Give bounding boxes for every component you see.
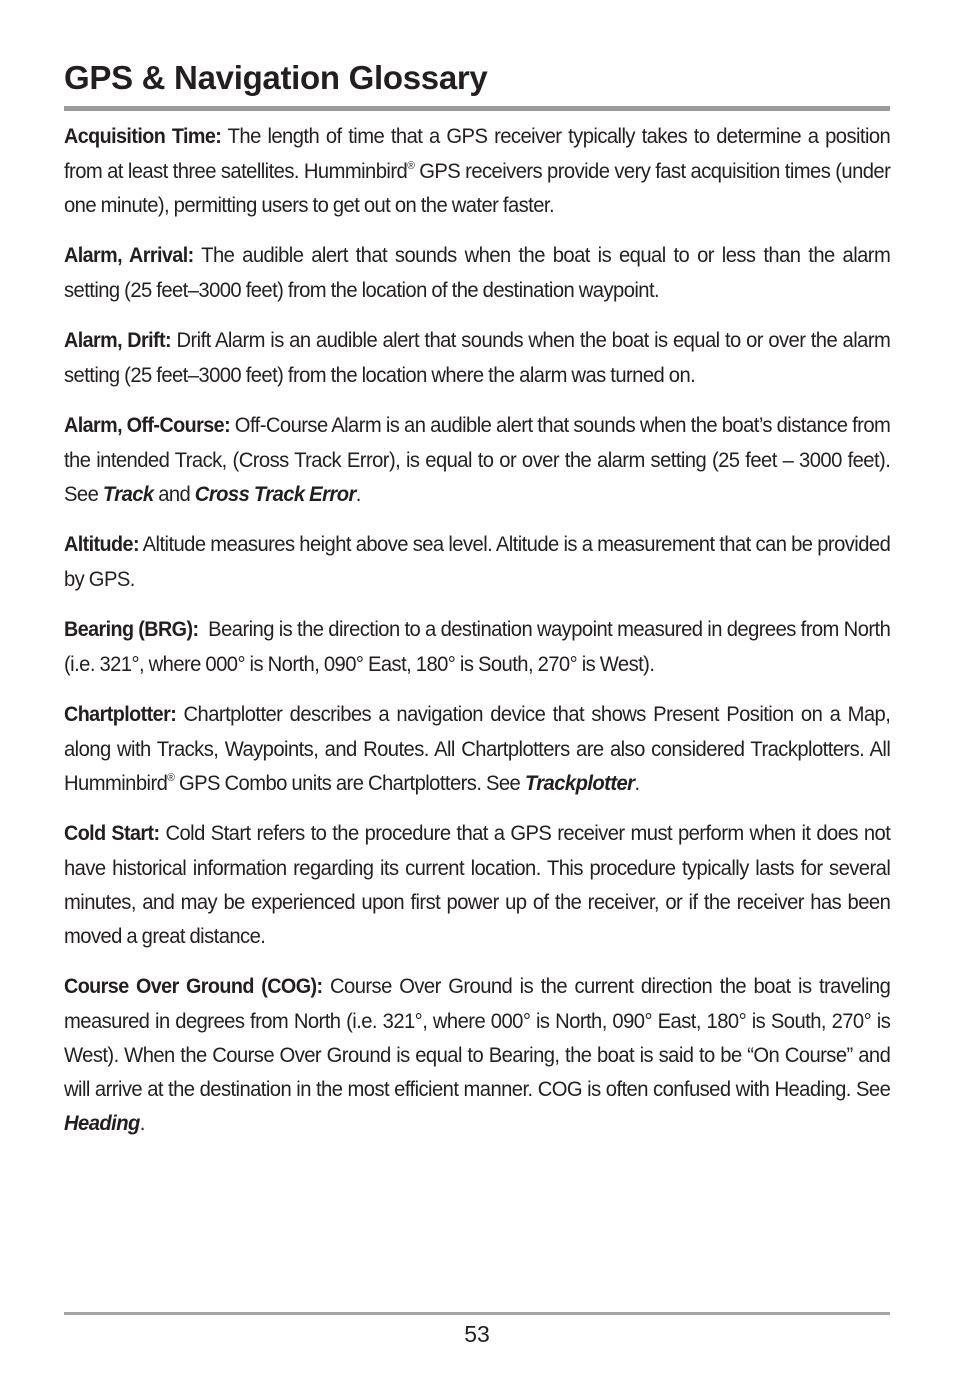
entry-term: Chartplotter: (64, 703, 177, 726)
page-number: 53 (464, 1321, 490, 1347)
entry-cold-start (64, 816, 890, 953)
entry-text: Cold Start refers to the procedure that a GPS receiver must perform when it does not have historical information regarding its current location. This procedure typically lasts for several minutes, and may be experienced upon first power up of the receiver, or if the receiver has been moved a great distance. (64, 821, 891, 948)
entry-text: Drift Alarm is an audible alert that sounds when the boat is equal to or over the alarm setting (25 feet–3000 feet) from the location where the alarm was turned on. (64, 328, 891, 387)
entry-text: The audible alert that sounds when the boat is equal to or less than the alarm setting (25 feet–3000 feet) from the location of the destination waypoint. (64, 243, 891, 302)
entry-text: . (634, 771, 640, 795)
entry-term: Bearing (BRG): (64, 618, 199, 641)
entry-term: Cold Start: (64, 822, 160, 845)
entry-altitude (64, 527, 890, 596)
entry-term: Course Over Ground (COG): (64, 975, 323, 998)
cross-reference-cross-track-error: Cross Track Error (194, 482, 356, 506)
registered-mark: ® (167, 772, 175, 784)
entry-course-over-ground (64, 969, 890, 1140)
entry-term: Altitude: (64, 533, 139, 556)
entry-term: Acquisition Time: (64, 125, 222, 148)
entry-text: Off-Course Alarm is an audible alert that sounds when the boat’s distance from the intended Track, (Cross Track Error), is equal to or over the alarm setting (25 feet – 3000 feet). See (64, 413, 891, 506)
entry-text: Course Over Ground is the current direction the boat is traveling measured in degrees from North (i.e. 321°, where 000° is North, 090° East, 180° is South, 270° is West). When the Course Over Ground is equal to Bearing, the boat is said to be “On Course” and will arrive at the destination in the most efficient manner. COG is often confused with Heading. See (64, 974, 891, 1101)
entry-bearing (64, 612, 890, 681)
entry-alarm-off-course (64, 408, 890, 511)
entry-text: . (139, 1111, 145, 1135)
entry-text: Altitude measures height above sea level. Altitude is a measurement that can be provided by GPS. (64, 532, 891, 591)
entry-text: GPS Combo units are Chartplotters. See (174, 771, 525, 795)
page-title: GPS & Navigation Glossary (64, 59, 488, 96)
entry-alarm-drift (64, 323, 890, 392)
entry-term: Alarm, Arrival: (64, 244, 194, 267)
entry-text: GPS receivers provide very fast acquisition times (under one minute), permitting users to get out on the water faster. (64, 159, 891, 217)
entry-text: and (153, 482, 195, 506)
entry-text: Chartplotter describes a navigation device that shows Present Position on a Map, along with Tracks, Waypoints, and Routes. All Chartplotters are also considered Trackplotters. All Humminbird (64, 702, 891, 795)
title-divider (64, 106, 890, 111)
registered-mark: ® (407, 160, 415, 172)
glossary-page (64, 56, 890, 1156)
entry-chartplotter (64, 697, 890, 800)
entry-text: . (355, 482, 361, 506)
entry-term: Alarm, Drift: (64, 329, 172, 352)
footer-divider (64, 1312, 890, 1315)
cross-reference-heading: Heading (64, 1111, 140, 1135)
entry-text: The length of time that a GPS receiver typically takes to determine a position from at least three satellites. Humminbird (64, 124, 891, 183)
entry-term: Alarm, Off-Course: (64, 414, 231, 437)
cross-reference-trackplotter: Trackplotter (524, 771, 635, 795)
entry-text: Bearing is the direction to a destination waypoint measured in degrees from North (i.e. 321°, where 000° is North, 090° East, 180° is South, 270° is West). (64, 617, 891, 676)
cross-reference-track: Track (102, 482, 154, 506)
entry-alarm-arrival (64, 238, 890, 307)
entry-acquisition-time (64, 119, 890, 222)
